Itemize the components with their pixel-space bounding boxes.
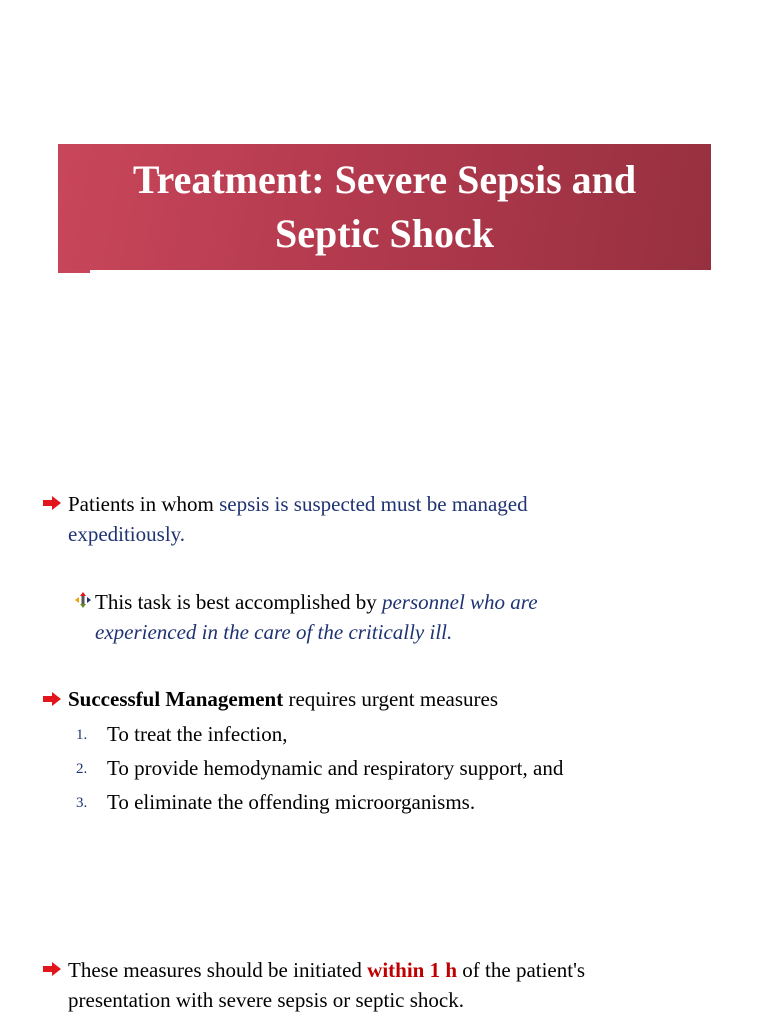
bullet-measures-rest: of the patient's	[457, 958, 586, 982]
sub-bullet-lead: This task is best accomplished by	[95, 590, 382, 614]
banner-notch	[58, 270, 90, 273]
bullet-measures-highlight: within 1 h	[367, 958, 458, 982]
four-arrow-icon	[75, 592, 91, 608]
bullet-patients-lead: Patients in whom	[68, 492, 220, 516]
bullet-management	[68, 684, 728, 714]
bullet-management-rest: requires urgent measures	[283, 687, 499, 711]
list-num-3: 3.	[76, 795, 88, 811]
sub-bullet-italic-2: experienced in the care of the critically ill.	[95, 620, 453, 644]
title-line-2: Septic Shock	[275, 211, 494, 256]
list-item-1: To treat the infection,	[107, 722, 288, 746]
red-arrow-icon	[43, 692, 61, 706]
bullet-patients	[68, 489, 728, 549]
title-banner	[58, 144, 711, 270]
list-num-2: 2.	[76, 761, 88, 777]
list-item-3: To eliminate the offending microorganisms.	[107, 790, 476, 814]
red-arrow-icon	[43, 962, 61, 976]
bullet-patients-cont: expeditiously.	[68, 522, 186, 546]
sub-bullet-personnel	[95, 587, 735, 647]
red-arrow-icon	[43, 496, 61, 510]
list-num-1: 1.	[76, 727, 88, 743]
bullet-patients-highlight: sepsis is suspected must be managed	[219, 492, 528, 516]
bullet-measures	[68, 955, 728, 1015]
bullet-measures-line2: presentation with severe sepsis or septic shock.	[68, 988, 464, 1012]
list-item-2: To provide hemodynamic and respiratory support, and	[107, 756, 564, 780]
sub-bullet-italic-1: personnel who are	[381, 590, 538, 614]
slide-title	[75, 153, 695, 261]
bullet-management-bold: Successful Management	[68, 687, 284, 711]
bullet-measures-lead: These measures should be initiated	[68, 958, 368, 982]
title-line-1: Treatment: Severe Sepsis and	[132, 157, 637, 202]
